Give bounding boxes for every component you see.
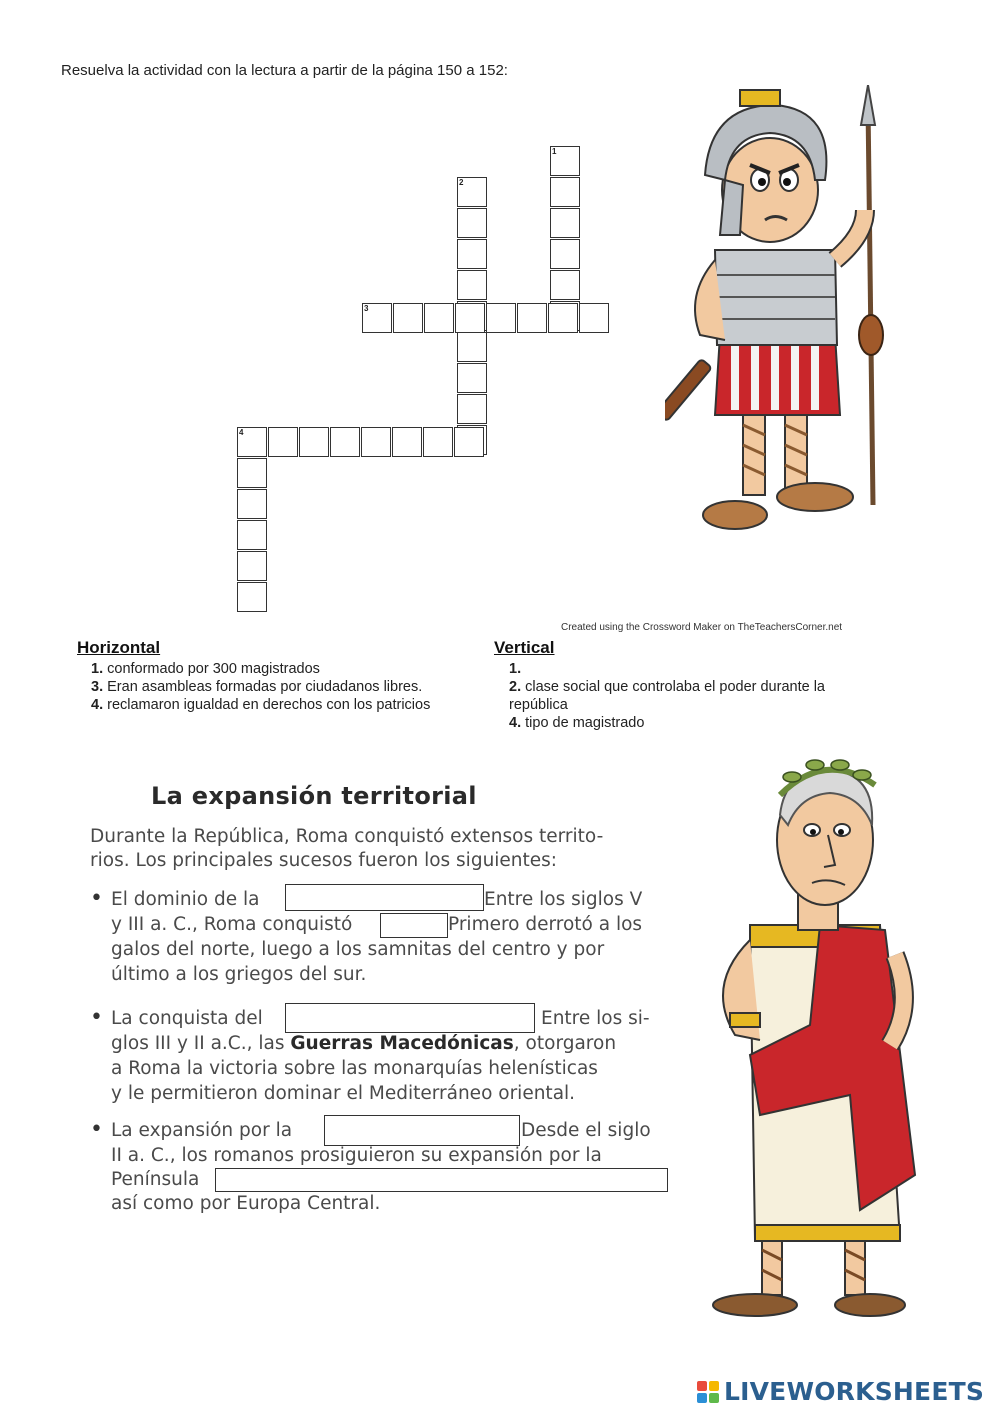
crossword-cell[interactable] <box>362 303 392 333</box>
crossword-cell[interactable] <box>424 303 454 333</box>
horizontal-clue-3: 3. Eran asambleas formadas por ciudadanos libres. <box>91 679 423 695</box>
crossword-cell[interactable] <box>457 363 487 393</box>
blank-dominio[interactable] <box>285 884 484 911</box>
logo-mark-icon <box>696 1380 722 1404</box>
roman-senator-illustration <box>700 755 925 1325</box>
crossword-number: 2 <box>459 178 464 187</box>
crossword-cell[interactable] <box>392 427 422 457</box>
b1-line2-b: Primero derrotó a los <box>448 914 643 935</box>
crossword-number: 3 <box>364 304 369 313</box>
blank-peninsula[interactable] <box>215 1168 668 1192</box>
b1-line4: último a los griegos del sur. <box>111 964 367 985</box>
vertical-clue-2-cont: república <box>509 697 568 713</box>
crossword-cell[interactable] <box>457 394 487 424</box>
vertical-clue-4: 4. tipo de magistrado <box>509 715 645 731</box>
vertical-clue-1: 1. <box>509 661 522 677</box>
crossword-cell[interactable] <box>457 332 487 362</box>
b3-line4: así como por Europa Central. <box>111 1193 381 1214</box>
bullet-1: • <box>90 886 103 911</box>
crossword-cell[interactable] <box>393 303 423 333</box>
crossword-cell[interactable] <box>423 427 453 457</box>
b1-line3: galos del norte, luego a los samnitas del centro y por <box>111 939 605 960</box>
intro-line-2: rios. Los principales sucesos fueron los siguientes: <box>90 850 558 871</box>
crossword-cell[interactable] <box>237 489 267 519</box>
horizontal-clue-4: 4. reclamaron igualdad en derechos con los patricios <box>91 697 431 713</box>
crossword-cell[interactable] <box>550 146 580 176</box>
b2-line3: a Roma la victoria sobre las monarquías helenísticas <box>111 1058 598 1079</box>
blank-conquista[interactable] <box>285 1003 535 1033</box>
crossword-credit: Created using the Crossword Maker on TheTeachersCorner.net <box>561 622 843 633</box>
crossword-cell[interactable] <box>517 303 547 333</box>
b1-line1-a: El dominio de la <box>111 889 260 910</box>
crossword-number: 4 <box>239 428 244 437</box>
crossword-cell[interactable] <box>237 520 267 550</box>
crossword-cell[interactable] <box>237 551 267 581</box>
b2-line1-b: Entre los si- <box>541 1008 650 1029</box>
crossword-cell[interactable] <box>550 239 580 269</box>
crossword-cell[interactable] <box>455 303 485 333</box>
crossword-cell[interactable] <box>454 427 484 457</box>
horizontal-clues-title: Horizontal <box>77 638 161 657</box>
section-title: La expansión territorial <box>151 782 477 810</box>
b2-line1-a: La conquista del <box>111 1008 263 1029</box>
crossword-cell[interactable] <box>457 177 487 207</box>
crossword-cell[interactable] <box>550 208 580 238</box>
crossword-cell[interactable] <box>550 270 580 300</box>
bullet-2: • <box>90 1005 103 1030</box>
crossword-cell[interactable] <box>237 427 267 457</box>
crossword-cell[interactable] <box>361 427 391 457</box>
crossword-cell[interactable] <box>237 458 267 488</box>
liveworksheets-logo <box>696 1377 984 1406</box>
b1-line2-a: y III a. C., Roma conquistó <box>111 914 353 935</box>
intro-line-1: Durante la República, Roma conquistó extensos territo- <box>90 826 604 847</box>
crossword-cell[interactable] <box>457 208 487 238</box>
vertical-clues-title: Vertical <box>494 638 555 657</box>
vertical-clue-2: 2. clase social que controlaba el poder durante la <box>509 679 825 695</box>
b1-line1-b: Entre los siglos V <box>484 889 643 910</box>
crossword-cell[interactable] <box>486 303 516 333</box>
blank-expansion[interactable] <box>324 1115 520 1146</box>
b3-line1-a: La expansión por la <box>111 1120 293 1141</box>
roman-soldier-illustration <box>665 85 905 545</box>
crossword-cell[interactable] <box>550 177 580 207</box>
crossword-cell[interactable] <box>330 427 360 457</box>
crossword-cell[interactable] <box>548 303 578 333</box>
crossword-cell[interactable] <box>237 582 267 612</box>
b3-line1-b: Desde el siglo <box>521 1120 651 1141</box>
b3-line3: Península <box>111 1169 200 1190</box>
crossword-number: 1 <box>552 147 557 156</box>
instruction-text: Resuelva la actividad con la lectura a partir de la página 150 a 152: <box>61 62 508 79</box>
b3-line2: II a. C., los romanos prosiguieron su expansión por la <box>111 1145 602 1166</box>
crossword-cell[interactable] <box>457 270 487 300</box>
crossword-cell[interactable] <box>268 427 298 457</box>
horizontal-clue-1: 1. conformado por 300 magistrados <box>91 661 320 677</box>
blank-conquisto[interactable] <box>380 913 448 938</box>
bullet-3: • <box>90 1117 103 1142</box>
b2-line2: glos III y II a.C., las Guerras Macedónicas, otorgaron <box>111 1033 617 1054</box>
crossword-cell[interactable] <box>457 239 487 269</box>
b2-line4: y le permitieron dominar el Mediterráneo oriental. <box>111 1083 576 1104</box>
crossword-cell[interactable] <box>299 427 329 457</box>
crossword-cell[interactable] <box>579 303 609 333</box>
logo-text: LIVEWORKSHEETS <box>724 1377 985 1406</box>
